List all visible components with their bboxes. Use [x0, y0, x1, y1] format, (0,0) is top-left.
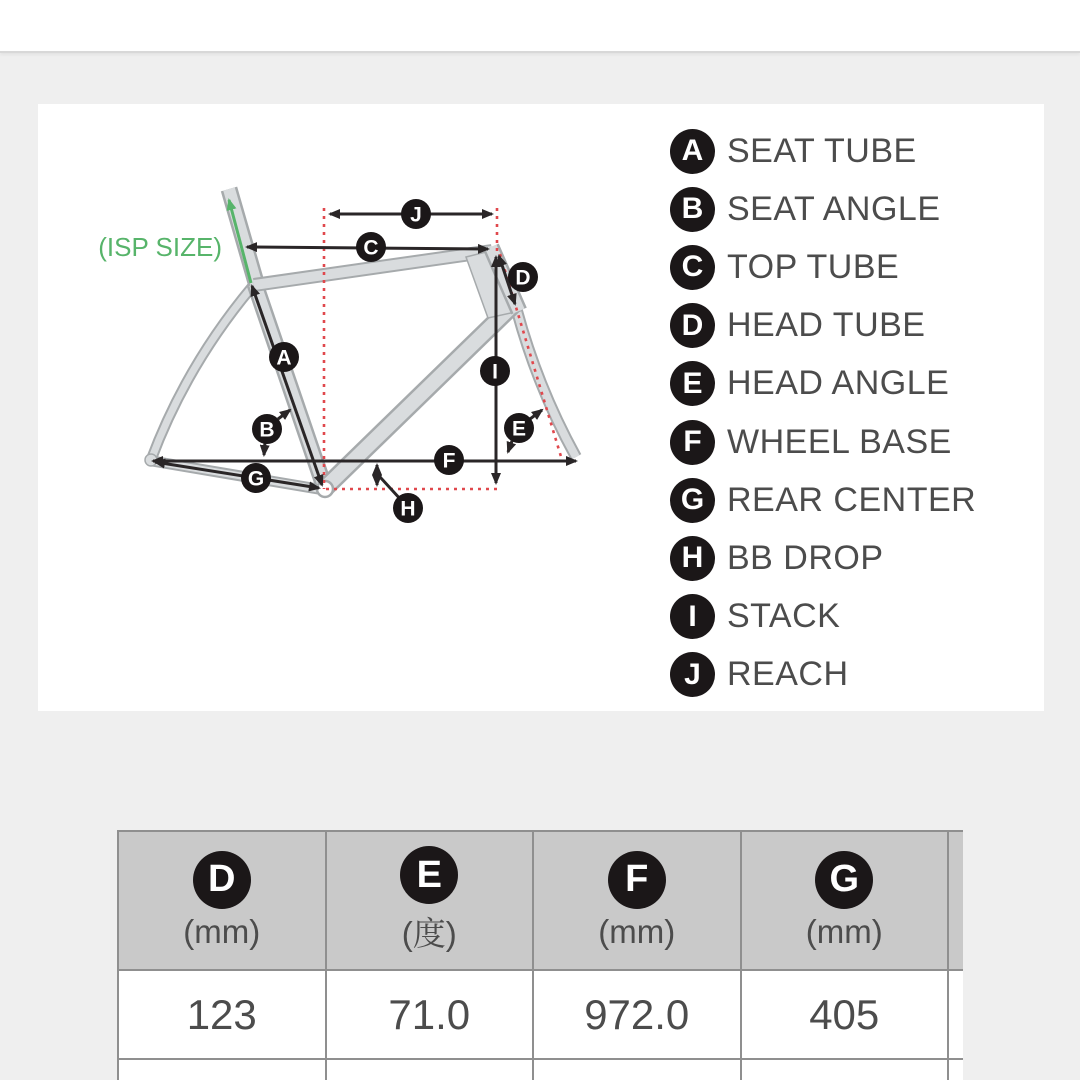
badge-j	[401, 199, 431, 229]
badge-f	[434, 445, 464, 475]
badge-e	[504, 413, 534, 443]
svg-text:F: F	[442, 449, 456, 473]
dim-line-seat-angle	[278, 410, 290, 419]
legend-label: REACH	[727, 655, 849, 694]
svg-text:B: B	[259, 418, 275, 442]
bike-geometry-diagram	[38, 104, 613, 549]
legend-badge-b: B	[670, 187, 715, 232]
unit-label: (度)	[401, 915, 457, 952]
svg-text:I: I	[492, 360, 498, 384]
isp-size-label: (ISP SIZE)	[98, 232, 222, 262]
geometry-table	[117, 830, 963, 1080]
value-cell-g: 405	[741, 970, 949, 1059]
legend-item-seat-angle	[670, 180, 976, 238]
legend-badge-g: G	[670, 478, 715, 523]
dim-line-head-angle	[530, 410, 542, 419]
table-value-row	[118, 970, 963, 1059]
header-cell-g	[741, 831, 949, 970]
table-header-row	[118, 831, 963, 970]
svg-text:J: J	[410, 203, 422, 227]
badge-g	[241, 463, 271, 493]
dim-line-seat-tube	[252, 286, 322, 485]
table-badge-d: D	[193, 851, 251, 909]
legend-item-reach	[670, 646, 976, 704]
geometry-card	[38, 104, 1044, 711]
legend-item-head-tube	[670, 297, 976, 355]
svg-text:C: C	[363, 236, 379, 260]
value-cell-d: 123	[118, 970, 326, 1059]
badge-c	[356, 232, 386, 262]
svg-text:D: D	[515, 266, 531, 290]
legend-item-head-angle	[670, 355, 976, 413]
header-cell-e	[326, 831, 534, 970]
table-badge-g: G	[815, 851, 873, 909]
legend-badge-a: A	[670, 129, 715, 174]
badge-a	[269, 342, 299, 372]
table-badge-e: E	[400, 846, 458, 904]
value-cell-e: 71.0	[326, 970, 534, 1059]
svg-text:H: H	[400, 497, 416, 521]
legend-label: HEAD TUBE	[727, 306, 926, 345]
legend-badge-e: E	[670, 361, 715, 406]
badge-i	[480, 356, 510, 386]
unit-label: (mm)	[805, 912, 883, 950]
badge-b	[252, 414, 282, 444]
legend-item-wheel-base	[670, 413, 976, 471]
top-bar	[0, 0, 1080, 53]
legend-badge-d: D	[670, 303, 715, 348]
legend-item-top-tube	[670, 238, 976, 296]
value-cell-f: 972.0	[533, 970, 741, 1059]
legend-item-bb-drop	[670, 529, 976, 587]
geometry-table-container[interactable]	[117, 830, 963, 1080]
legend-label: REAR CENTER	[727, 480, 977, 519]
unit-label: (mm)	[598, 912, 676, 950]
badge-h	[393, 493, 423, 523]
svg-text:A: A	[276, 346, 292, 370]
legend-label: WHEEL BASE	[727, 422, 952, 461]
legend-badge-f: F	[670, 420, 715, 465]
legend-label: STACK	[727, 597, 841, 636]
value-cell-clipped	[948, 970, 963, 1059]
table-next-row-partial	[118, 1059, 963, 1080]
dim-line-rear-center	[155, 462, 319, 488]
legend-label: SEAT TUBE	[727, 131, 917, 170]
legend-badge-i: I	[670, 594, 715, 639]
legend-label: BB DROP	[727, 538, 884, 577]
svg-text:G: G	[247, 467, 265, 491]
unit-label: (mm)	[183, 912, 261, 950]
header-cell-clipped	[948, 831, 963, 970]
legend-badge-h: H	[670, 536, 715, 581]
legend-item-rear-center	[670, 471, 976, 529]
legend-label: TOP TUBE	[727, 247, 900, 286]
legend-badge-c: C	[670, 245, 715, 290]
geometry-legend	[670, 122, 976, 704]
header-cell-d	[118, 831, 326, 970]
badge-d	[508, 262, 538, 292]
legend-badge-j: J	[670, 652, 715, 697]
legend-label: HEAD ANGLE	[727, 364, 950, 403]
svg-text:E: E	[511, 417, 527, 441]
legend-item-seat-tube	[670, 122, 976, 180]
header-cell-f	[533, 831, 741, 970]
legend-label: SEAT ANGLE	[727, 189, 941, 228]
table-badge-f: F	[608, 851, 666, 909]
legend-item-stack	[670, 588, 976, 646]
